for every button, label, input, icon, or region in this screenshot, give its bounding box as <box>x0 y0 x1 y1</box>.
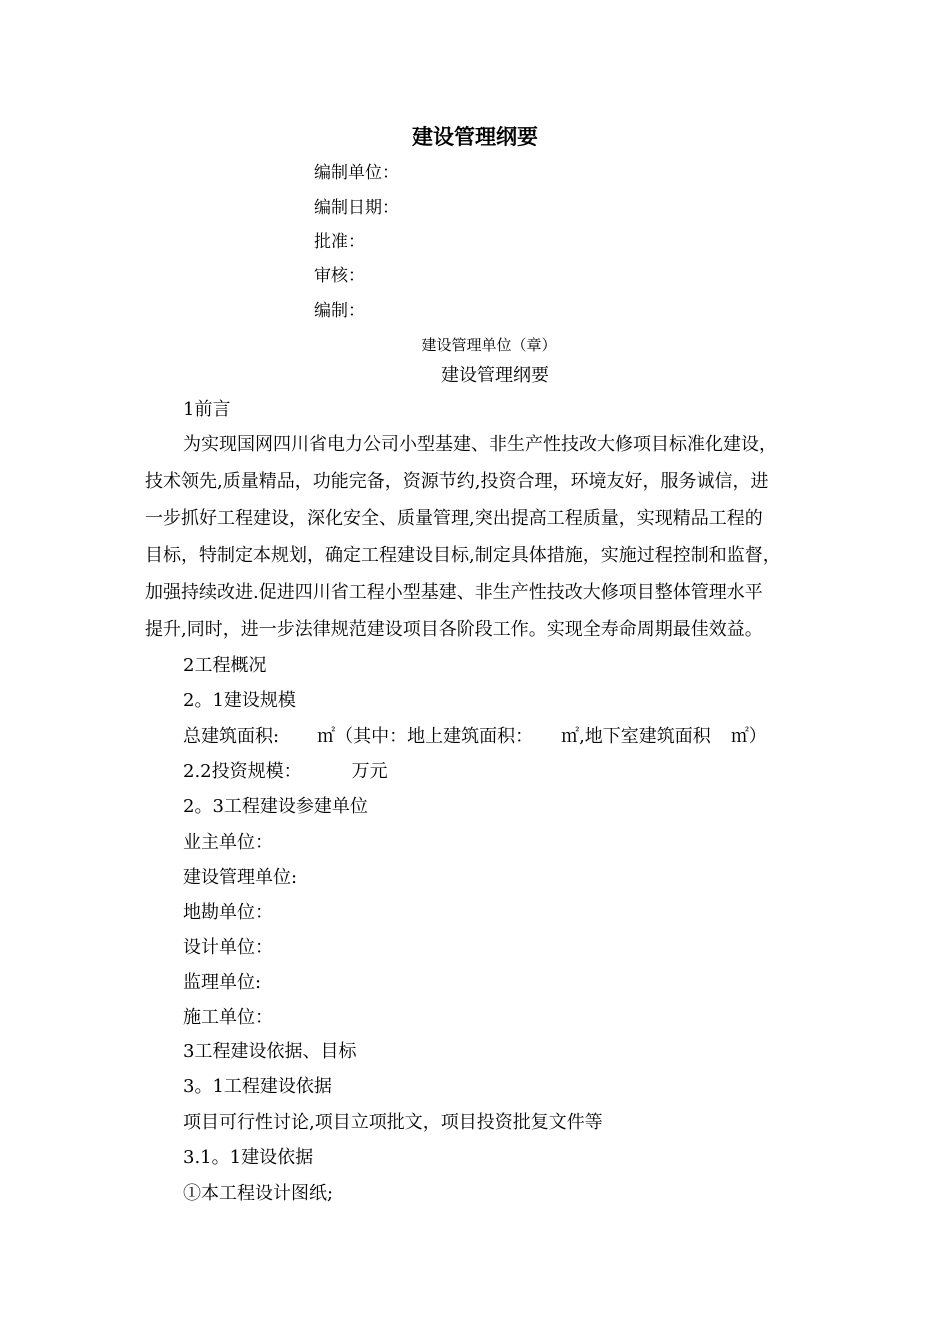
building-area-unit-3: ㎡） <box>730 726 767 747</box>
investment-scale-line <box>183 760 853 784</box>
section-1-heading: 1前言 <box>183 399 231 420</box>
meta-compiling-unit: 编制单位： <box>314 163 399 183</box>
section-3-1-1-item-1: ①本工程设计图纸; <box>183 1183 334 1204</box>
section-1-paragraph-line-3: 一步抓好工程建设，深化安全、质量管理,突出提高工程质量，实现精品工程的 <box>145 508 763 529</box>
meta-compiler: 编制： <box>314 301 365 321</box>
meta-approval: 批准： <box>314 232 365 252</box>
unit-owner: 业主单位： <box>183 832 273 853</box>
document-title: 建设管理纲要 <box>412 125 538 149</box>
meta-compiling-date: 编制日期： <box>314 198 399 218</box>
investment-scale-unit: 万元 <box>351 761 388 782</box>
building-area-unit-1: ㎡（其中：地上建筑面积： <box>317 726 534 747</box>
section-3-1-1-heading: 3.1。1建设依据 <box>183 1147 314 1168</box>
unit-construction-management: 建设管理单位: <box>183 867 298 888</box>
section-2-heading: 2工程概况 <box>183 655 267 676</box>
stamp-line: 建设管理单位（章） <box>421 336 557 354</box>
building-area-line <box>183 725 853 749</box>
meta-review: 审核： <box>314 266 365 286</box>
building-area-label: 总建筑面积: <box>183 726 280 747</box>
unit-survey: 地勘单位： <box>183 902 273 923</box>
section-1-paragraph-line-6: 提升,同时，进一步法律规范建设项目各阶段工作。实现全寿命周期最佳效益。 <box>145 619 763 640</box>
section-2-1-heading: 2。1建设规模 <box>183 690 296 711</box>
section-1-paragraph-line-1: 为实现国网四川省电力公司小型基建、非生产性技改大修项目标准化建设， <box>183 434 777 455</box>
unit-supervision: 监理单位: <box>183 972 262 993</box>
section-3-1-heading: 3。1工程建设依据 <box>183 1076 332 1097</box>
building-area-unit-2: ㎡,地下室建筑面积 <box>561 726 711 747</box>
section-2-3-heading: 2。3工程建设参建单位 <box>183 796 368 817</box>
investment-scale-label: 2.2投资规模： <box>183 761 302 782</box>
unit-design: 设计单位： <box>183 937 273 958</box>
section-1-paragraph-line-2: 技术领先,质量精品，功能完备，资源节约,投资合理，环境友好，服务诚信，进 <box>145 471 769 492</box>
section-3-heading: 3工程建设依据、目标 <box>183 1041 357 1062</box>
section-1-paragraph-line-4: 目标，特制定本规划，确定工程建设目标,制定具体措施，实施过程控制和监督， <box>145 545 781 566</box>
document-subtitle: 建设管理纲要 <box>441 365 549 386</box>
section-1-paragraph-line-5: 加强持续改进.促进四川省工程小型基建、非生产性技改大修项目整体管理水平 <box>145 582 763 603</box>
section-3-1-text: 项目可行性讨论,项目立项批文，项目投资批复文件等 <box>183 1112 603 1133</box>
unit-contractor: 施工单位： <box>183 1007 273 1028</box>
